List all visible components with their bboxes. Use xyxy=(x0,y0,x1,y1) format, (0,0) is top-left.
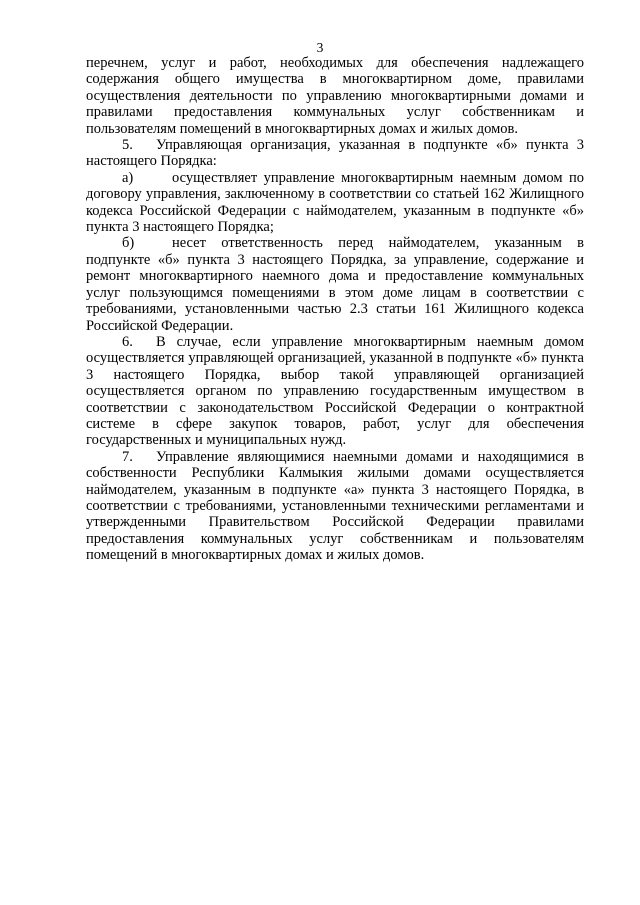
subparagraph-b xyxy=(86,235,584,333)
paragraph-number: 7. xyxy=(122,448,133,465)
subparagraph-letter: а) xyxy=(122,169,134,186)
subparagraph-letter: б) xyxy=(122,235,135,252)
paragraph-text: осуществляет управление многоквартирным наемным домом по договору управления, заключенному в соответствии со статьей 162 Жилищного кодекса Российской Федерации с наймодателем, указанным в подпункте «б» пункта 3 настоящего Порядка; xyxy=(86,169,584,236)
paragraph-item-7 xyxy=(86,449,584,564)
paragraph-item-5 xyxy=(86,137,584,170)
paragraph-text: Управление являющимися наемными домами и находящимися в собственности Республики Калмыкия жилыми домами осуществляется наймодателем, указанным в подпункте «а» пункта 3 настоящего Порядка, в соответствии с требованиями, установленными техническими регламентами и утвержденными Правительством Российской Федерации правилами предоставления коммунальных услуг собственникам и пользователям помещений в многоквартирных домах и жилых домов. xyxy=(86,448,584,564)
paragraph-number: 5. xyxy=(122,137,133,154)
paragraph-text: несет ответственность перед наймодателем, указанным в подпункте «б» пункта 3 настоящего Порядка, за управление, содержание и ремонт многоквартирного наемного дома и предоставление коммунальных услуг пользующимся помещениями в этом доме лицам в соответствии с требованиями, установленными частью 2.3 статьи 161 Жилищного кодекса Российской Федерации. xyxy=(86,235,584,334)
subparagraph-a xyxy=(86,170,584,236)
paragraph-item-6 xyxy=(86,334,584,449)
paragraph-continuation xyxy=(86,55,584,137)
page-number: 3 xyxy=(316,40,324,55)
paragraph-number: 6. xyxy=(122,333,133,350)
paragraph-text: перечнем, услуг и работ, необходимых для обеспечения надлежащего содержания общего имущества в многоквартирном доме, правилами осуществления деятельности по управлению многоквартирными домами и правилами предоставления коммунальных услуг собственникам и пользователям помещений в многоквартирных домах и жилых домов. xyxy=(86,55,584,137)
document-body xyxy=(86,55,584,564)
paragraph-text: Управляющая организация, указанная в подпункте «б» пункта 3 настоящего Порядка: xyxy=(86,137,584,170)
paragraph-text: В случае, если управление многоквартирным наемным домом осуществляется управляющей организацией, указанной в подпункте «б» пункта 3 настоящего Порядка, выбор такой управляющей организацией осуществляется органом по управлению государственным имуществом в соответствии с законодательством Российской Федерации о контрактной системе в сфере закупок товаров, работ, услуг для обеспечения государственных и муниципальных нужд. xyxy=(86,333,584,449)
